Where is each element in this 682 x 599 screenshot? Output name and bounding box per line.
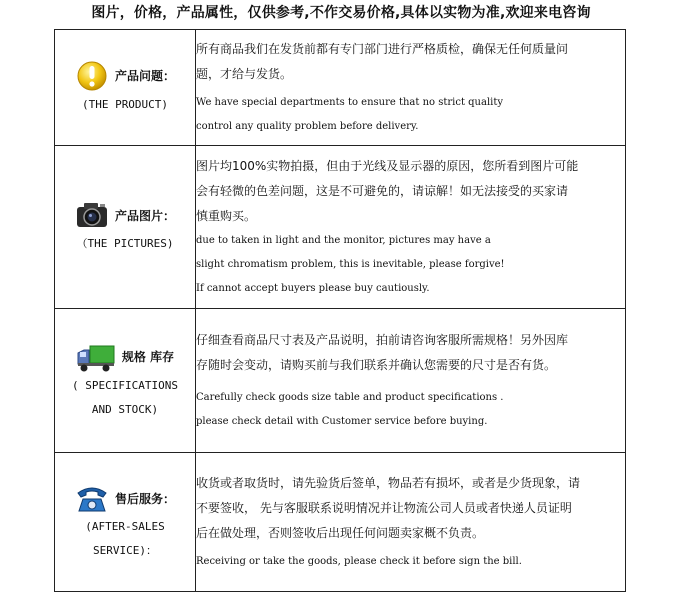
text-cell bbox=[196, 146, 626, 309]
cn-line: 收货或者取货时，请先验货后签单，物品若有损坏，或者是少货现象，请 bbox=[196, 475, 581, 490]
en-line: control any quality problem before delivery. bbox=[196, 120, 419, 132]
table-row-product bbox=[55, 30, 626, 146]
label-cell bbox=[55, 30, 196, 146]
cn-line: 仔细查看商品尺寸表及产品说明，拍前请咨询客服所需规格！另外因库 bbox=[196, 332, 569, 347]
text-cell bbox=[196, 309, 626, 453]
row-title: 售后服务： bbox=[114, 491, 175, 506]
row-en-label: AND STOCK) bbox=[91, 402, 159, 416]
phone-icon bbox=[75, 481, 109, 515]
cn-line: 题，才给与发货。 bbox=[196, 66, 293, 81]
label-cell bbox=[55, 146, 196, 309]
row-en-label: (THE PRODUCT) bbox=[81, 97, 169, 111]
label-cell bbox=[55, 453, 196, 592]
info-table bbox=[54, 29, 626, 592]
cn-line: 会有轻微的色差问题，这是不可避免的，请谅解！如无法接受的买家请 bbox=[196, 183, 569, 198]
cn-line: 不要签收， 先与客服联系说明情况并让物流公司人员或者快递人员证明 bbox=[196, 500, 572, 515]
page-title: 图片，价格，产品属性，仅供参考,不作交易价格,具体以实物为准,欢迎来电咨询 bbox=[91, 5, 591, 21]
row-en-label: SERVICE)： bbox=[93, 544, 157, 557]
table-row-pictures bbox=[55, 146, 626, 309]
row-en-label: ( SPECIFICATIONS bbox=[72, 378, 178, 392]
en-line: We have special departments to ensure that no strict quality bbox=[196, 96, 504, 108]
en-line: If cannot accept buyers please buy cautiously. bbox=[196, 282, 430, 294]
en-line: Receiving or take the goods, please check it before sign the bill. bbox=[196, 555, 522, 567]
text-cell bbox=[196, 453, 626, 592]
text-cell bbox=[196, 30, 626, 146]
cn-line: 后在做处理，否则签收后出现任何问题卖家概不负责。 bbox=[196, 525, 485, 540]
cn-line: 慎重购买。 bbox=[196, 208, 257, 223]
cn-line: 图片均100%实物拍摄，但由于光线及显示器的原因，您所看到图片可能 bbox=[196, 158, 579, 173]
en-line: due to taken in light and the monitor, pictures may have a bbox=[196, 234, 491, 246]
table-row-after-sales bbox=[55, 453, 626, 592]
row-title: 规格 库存 bbox=[121, 350, 175, 364]
en-line: please check detail with Customer service before buying. bbox=[196, 415, 488, 427]
camera-icon bbox=[75, 198, 109, 232]
cn-line: 存随时会变动，请购买前与我们联系并确认您需要的尺寸是否有货。 bbox=[196, 357, 557, 372]
row-title: 产品问题： bbox=[114, 69, 175, 83]
cn-line: 所有商品我们在发货前都有专门部门进行严格质检，确保无任何质量问 bbox=[196, 41, 569, 56]
truck-icon bbox=[76, 340, 116, 374]
exclamation-icon bbox=[75, 59, 109, 93]
row-en-label: (AFTER-SALES bbox=[85, 520, 165, 533]
table-row-specifications bbox=[55, 309, 626, 453]
row-title: 产品图片： bbox=[114, 208, 175, 223]
label-cell bbox=[55, 309, 196, 453]
en-line: slight chromatism problem, this is inevitable, please forgive! bbox=[196, 258, 505, 270]
en-line: Carefully check goods size table and product specifications . bbox=[196, 391, 504, 403]
row-en-label: （THE PICTURES) bbox=[76, 237, 174, 250]
